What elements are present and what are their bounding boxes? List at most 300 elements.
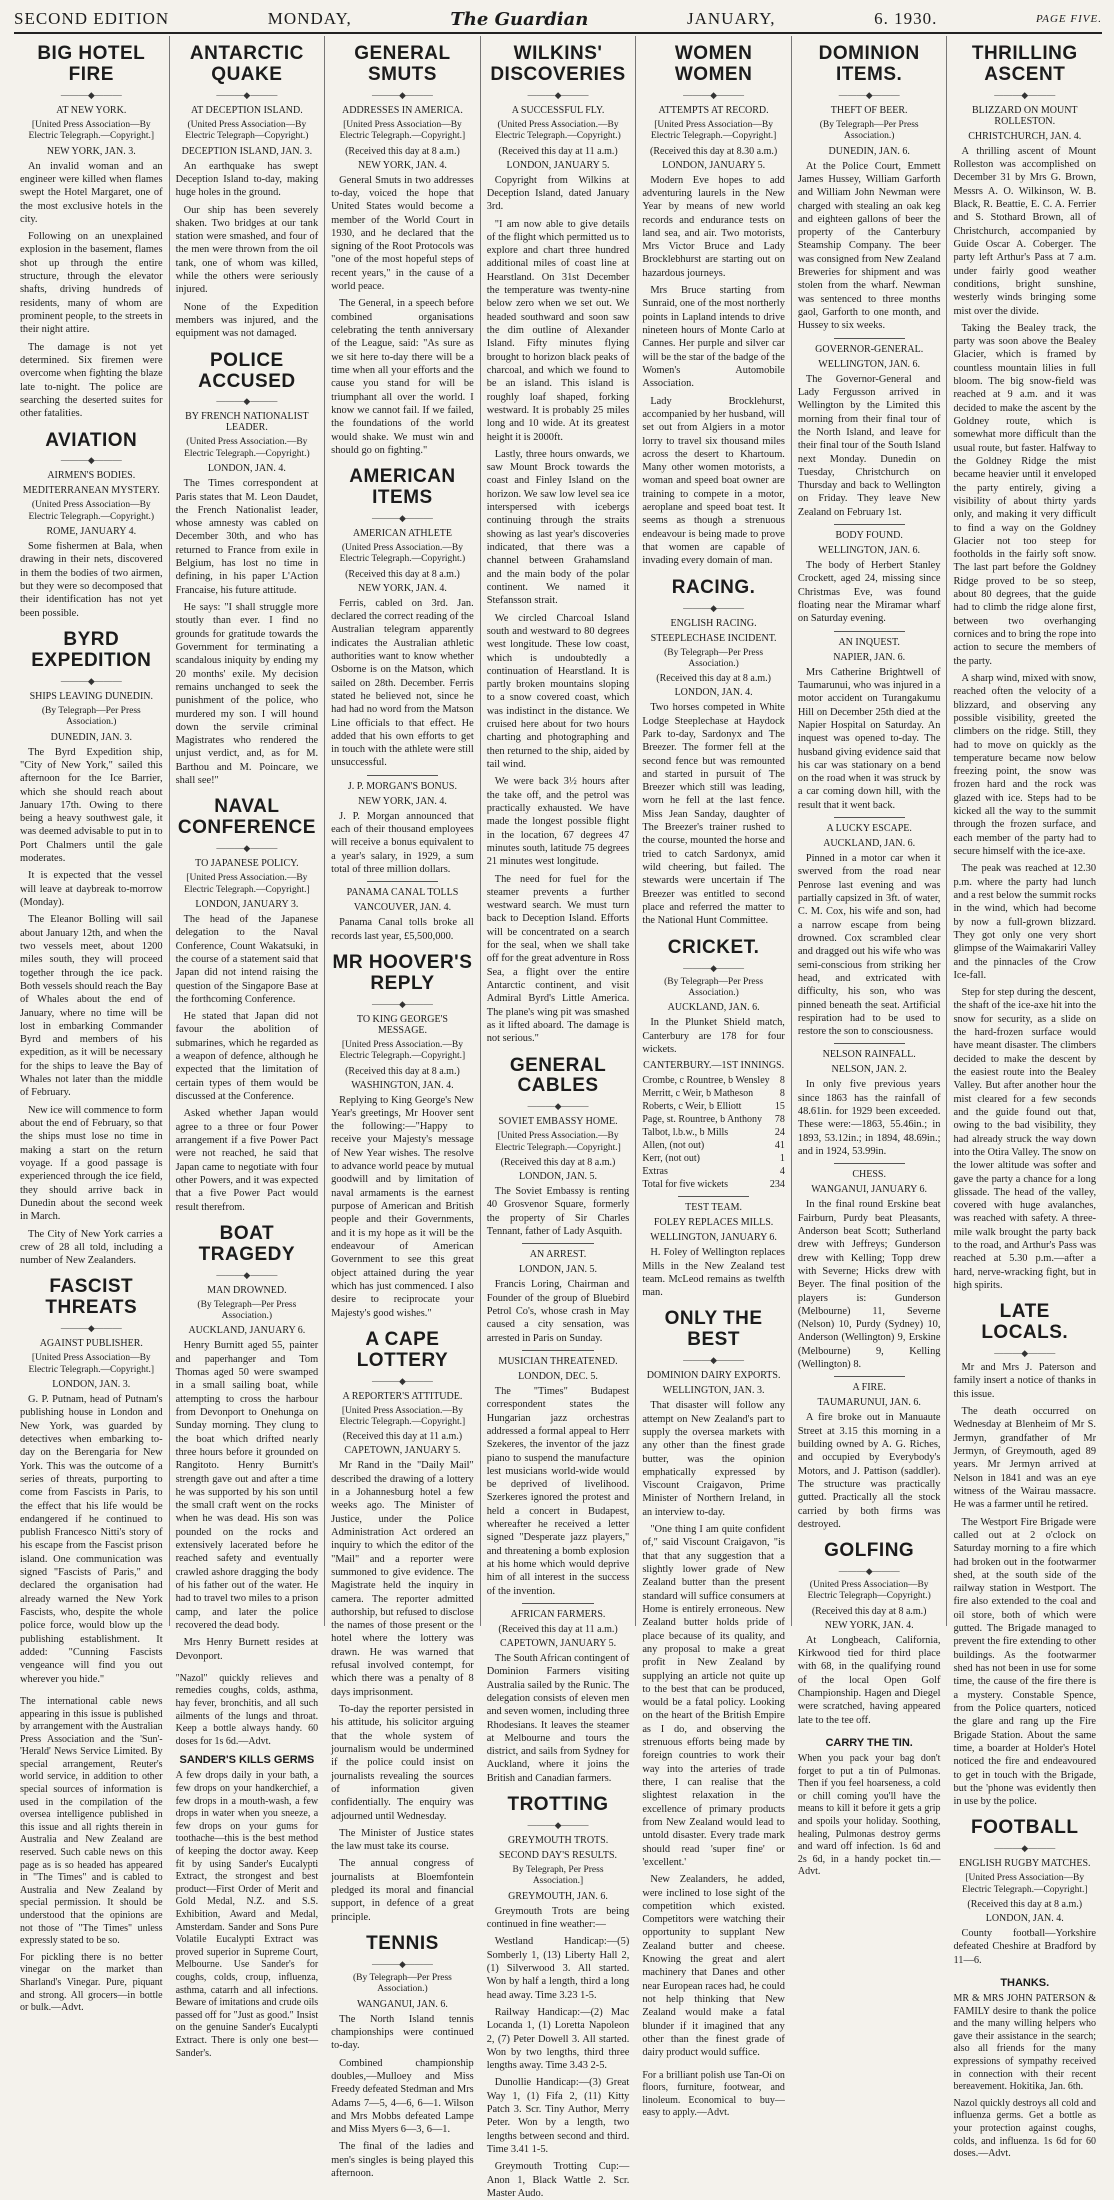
wire-credit: [United Press Association—By Electric Telegraph.—Copyright.] bbox=[961, 1873, 1088, 1895]
article bbox=[331, 44, 474, 457]
paragraph: The "Times" Budapest correspondent states the Hungarian jazz orchestras addressed a formal appeal to Herr Szekeres, the inventor of the jazz piano to suspend the manufacture lest musicians world-wide would be deprived of livelihood. Szerkeres ignored the protest and held a concert in Budapest, whereafter he received a letter signed "Desperate jazz players," and threatening a bomb explosion at his home which would deprive him of all interest in the success of the invention. bbox=[486, 1385, 630, 1597]
article bbox=[642, 578, 785, 928]
headline: GENERAL CABLES bbox=[509, 1054, 607, 1097]
dateline: VANCOUVER, JAN. 4. bbox=[353, 902, 452, 914]
wire-credit: [United Press Association—By Electric Telegraph.—Copyright.] bbox=[339, 119, 466, 142]
paragraph: Our ship has been severely shaken. Two bridges at our tank station were smashed, and four of the men were thrown from the oil tank, one of whom was killed, while the others were seriously injured. bbox=[175, 204, 319, 296]
paragraph: That disaster will follow any attempt on New Zealand's part to supply the oversea markets with any other than the finest grade butter, was the opinion emphatically expressed by Viscount Craigavon, Prime Minister of Northern Ireland, in an interview to-day. bbox=[642, 1400, 785, 1518]
headline: ONLY THE BEST bbox=[664, 1308, 763, 1351]
paragraph: We circled Charcoal Island south and westward to 80 degrees west longitude. These low coast, which is undoubtedly a continuation of Hearstland. It is partly broken mountains sloping to a snow covered coast, which was indistinct in the distance. We cruised here about for two hours charting and photographing and then returned to the ship, aided by tail wind. bbox=[486, 612, 630, 770]
article bbox=[331, 1934, 474, 2180]
received-note: (Received this day at 8 a.m.) bbox=[500, 1157, 616, 1169]
dateline: NEW YORK, JAN. 4. bbox=[358, 795, 447, 807]
article bbox=[798, 44, 941, 1531]
runs: 1 bbox=[779, 1153, 785, 1165]
section-rule bbox=[834, 1376, 905, 1377]
divider: ———◆——— bbox=[683, 602, 745, 613]
divider: ———◆——— bbox=[683, 962, 745, 973]
wire-credit: (By Telegraph—Per Press Association.) bbox=[664, 976, 764, 998]
section-rule bbox=[367, 775, 438, 776]
subheading: MAN DROWNED. bbox=[207, 1284, 287, 1296]
paragraph: The death occurred on Wednesday at Blenheim of Mr S. Jermyn, grandfather of Mr Jermyn, of Greymouth, aged 89 years. Mr Jermyn arrived at Nelson in 1841 and was an eye witness of the Wairau massacre. He was a farmer until he retired. bbox=[953, 1406, 1097, 1511]
score-row bbox=[642, 1152, 785, 1165]
paragraph: The damage is not yet determined. Six firemen were overcome when fighting the blaze late to-night. The police are searching the deserted suites for other fatalities. bbox=[20, 341, 163, 420]
wire-credit: [United Press Association—By Electric Telegraph.—Copyright.] bbox=[650, 119, 777, 142]
headline: BOAT TRAGEDY bbox=[198, 1222, 296, 1265]
subheading: ENGLISH RUGBY MATCHES. bbox=[958, 1858, 1091, 1870]
subheading: TO JAPANESE POLICY. bbox=[195, 858, 299, 870]
paragraph: Lady Brocklehurst, accompanied by her husband, will set out from Algiers in a motor lorry to travel six thousand miles across the desert to Khartoum. Many other women motorists, a woman and speed boat owner are training to compete in a motor, aeroplane and speed boat test. It seems as though a strenuous endeavour is being made to prove that women are capable of invading every domain of man. bbox=[642, 395, 785, 567]
dateline: NEW YORK, JAN. 4. bbox=[358, 582, 447, 594]
section-rule bbox=[834, 338, 905, 339]
subheading: A REPORTER'S ATTITUDE. bbox=[342, 1390, 463, 1402]
subheading: A SUCCESSFUL FLY. bbox=[511, 104, 605, 116]
subheading: FOLEY REPLACES MILLS. bbox=[653, 1217, 774, 1229]
paragraph: It is expected that the vessel will leave at daybreak to-morrow (Monday). bbox=[20, 870, 163, 909]
article bbox=[20, 44, 163, 421]
paragraph: Lastly, three hours onwards, we saw Mount Brock towards the coast and Finley Island on the horizon. We saw low level sea ice interspersed with icebergs continuing through the straits showing as last year's discoveries indicated, that there was a channel between Grahamsland and the main body of the polar continent. We named it Stefansson strait. bbox=[486, 448, 630, 607]
article bbox=[20, 630, 163, 1267]
paragraph: To-day the reporter persisted in his attitude, his solicitor arguing that the whole system of journalism would be undermined if the police could insist on journalists revealing the sources of information given confidentially. The enquiry was adjourned until Wednesday. bbox=[331, 1704, 474, 1822]
section-rule bbox=[834, 817, 905, 818]
dateline: CHRISTCHURCH, JAN. 4. bbox=[968, 130, 1082, 142]
subheading: BY FRENCH NATIONALIST LEADER. bbox=[185, 411, 309, 434]
paragraph: The head of the Japanese delegation to the Naval Conference, Count Wakatsuki, in the course of a statement said that Japan did not intend raising the question of the Singapore Base at the forthcoming Conference. bbox=[175, 913, 319, 1005]
dateline: LONDON, DEC. 5. bbox=[518, 1370, 598, 1382]
headline: GENERAL SMUTS bbox=[354, 43, 451, 85]
wire-credit: (By Telegraph—Per Press Association.) bbox=[352, 1972, 452, 1995]
subheading: THEFT OF BEER. bbox=[830, 104, 908, 116]
paragraph: In the Plunket Shield match, Canterbury are 178 for four wickets. bbox=[642, 1017, 785, 1055]
paragraph: Ferris, cabled on 3rd. Jan. declared the correct reading of the Australian telegram apparently indicates the Australian athletic authorities want to know whether Osborne is on the Matson, which sailed on 28th. December. Ferris stated he believed not, since he had had no word from the Matson Line officials to that effect. He added that his own efforts to get in touch with the athlete were still unsuccessful. bbox=[331, 597, 474, 769]
dateline: LONDON, JAN. 4. bbox=[674, 687, 753, 699]
wire-credit: [United Press Association.—By Electric Telegraph.—Copyright.] bbox=[339, 1405, 466, 1427]
headline: LATE LOCALS. bbox=[981, 1301, 1069, 1344]
paragraph: The City of New York carries a crew of 28 all told, including a number of New Zealanders. bbox=[20, 1228, 163, 1267]
paragraph: Following on an unexplained explosion in the basement, flames shot up through the entire structure, through the elevator shafts, driving hundreds of residents, many of whom are prominent people, to the streets in their night attire. bbox=[20, 231, 163, 336]
paragraph: Taking the Bealey track, the party was soon above the Bealey Glacier, which is framed by countless mountain lilies in full bloom. The big snow-field was reached at 9 a.m. and it was decided to make the ascent by the Goldney route, which is somewhat more difficult than the usual route, but faster. Halfway to the Goldney Ridge the mist became heavier until it enveloped the party entirely, giving a visibility of about thirty yards only, and making it very difficult to find a way on the Goldney Glacier not too steep for footholds in the fairly soft snow. The last part before the Goldney Ridge proved to be so steep, about 80 degrees, that the guide had to climb the ridge alone first, between two overhanging cornices and to bring the rope into action to secure the members of the party. bbox=[953, 322, 1097, 667]
dateline: CAPETOWN, JANUARY 5. bbox=[344, 1445, 461, 1457]
received-note: (Received this day at 11 a.m.) bbox=[498, 1623, 618, 1635]
column-3 bbox=[325, 36, 481, 2180]
columns-container bbox=[14, 36, 1102, 2199]
received-note: (Received this day at 8.30 a.m.) bbox=[650, 145, 778, 157]
paragraph: Asked whether Japan would agree to a three or four Power arrangement if a five Power Pact were not reached, he said that Japan came to negotiate with four other Powers, and it was expected that a five Power Pact would result therefrom. bbox=[175, 1108, 319, 1213]
article bbox=[487, 44, 630, 1046]
paragraph: The body of Herbert Stanley Crockett, aged 24, missing since Christmas Eve, was found floating near the Miramar wharf on Saturday evening. bbox=[797, 560, 941, 625]
masthead bbox=[14, 6, 1102, 34]
batsman: Talbot, l.b.w., b Mills bbox=[642, 1127, 729, 1139]
paragraph: General Smuts in two addresses to-day, voiced the hope that United States would become a member of the World Court in 1930, and he declared that the signing of the Root Protocols was "one of the most hopeful steps of recent years," in the cause of a world peace. bbox=[331, 174, 474, 293]
headline: A CAPE LOTTERY bbox=[356, 1328, 449, 1371]
headline: MR HOOVER'S REPLY bbox=[332, 951, 473, 994]
paragraph: The Westport Fire Brigade were called out at 2 o'clock on Saturday morning to a fire which had broken out in the footwarmer shed, at the south side of the railway station in Westport. The fire also extended to the coal and oil store, both of which were gutted. The Brigade managed to prevent the fire extending to other buildings. As the footwarmer shed has not been in use for some time, the cause of the fire there is a mystery. Constable Spence, from the Police quarters, noticed the glare and rang up the Fire Brigade Station. About the same time, a boarder at Holder's Hotel noticed the fire and endeavoured to get in touch with the Brigade, but the 'phone was evidently then in use by the police. bbox=[953, 1516, 1097, 1808]
runs: 8 bbox=[779, 1088, 785, 1100]
advertisement: When you pack your bag don't forget to put a tin of Pulmonas. Then if you feel hoarseness, a cold or chill coming you'll have the means to kill it before it gets a grip and spoils your holiday. Soothing, healing, Pulmonas destroy germs and ward off infection. 1s 6d and 2s 6d, in a handy pocket tin.—Advt. bbox=[797, 1753, 941, 1878]
dateline: LONDON, JAN. 4. bbox=[207, 463, 286, 475]
paragraph: An invalid woman and an engineer were killed when flames swept the Hotel Margaret, one of the most exclusive hotels in the city. bbox=[20, 160, 163, 225]
advertisement: For pickling there is no better vinegar on the market than Sharland's Vinegar. Pure, piquant and strong. All grocers—in bottle or bulk.—Advt. bbox=[20, 1951, 163, 2014]
paragraph: J. P. Morgan announced that each of their thousand employees will receive a bonus equivalent to a year's salary, in 1929, a sum total of three million dollars. bbox=[331, 810, 474, 875]
batsman: Page, st. Rountree, b Anthony bbox=[642, 1114, 763, 1126]
article bbox=[953, 1818, 1096, 1967]
headline: DOMINION ITEMS. bbox=[818, 43, 920, 85]
paragraph: The South African contingent of Dominion Farmers visiting Australia sailed by the Runic. The delegation consists of eleven men and seven women, including three Rhodesians. It leaves the steamer at Melbourne and tours the district, and sails from Sydney for Auckland, where it joins the British and Canadian farmers. bbox=[486, 1652, 630, 1784]
paragraph: H. Foley of Wellington replaces Mills in the New Zealand test team. McLeod remains as twelfth man. bbox=[642, 1247, 785, 1299]
paragraph: G. P. Putnam, head of Putnam's publishing house in London and New York, was guarded by detectives when embarking to-day on the Berengaria for New York. This was the outcome of a series of threats, purporting to come from Fascists in Paris, to the effect that his life would be endangered if he continued to publish Francesco Nitti's story of his escape from the Fascist prison island. One communication was signed "Fascists of Paris," and declared the organisation had already warned the New York Fascists, who, despite the whole police force, would blow up the publishing establishment. It added: "Cunning Fascists vengeance will find you out wherever you hide." bbox=[20, 1394, 163, 1685]
paragraph: None of the Expedition members was injured, and the equipment was not damaged. bbox=[175, 301, 319, 340]
headline: FASCIST THREATS bbox=[45, 1276, 138, 1319]
dateline: NAPIER, JAN. 6. bbox=[833, 651, 906, 663]
section-rule bbox=[522, 1350, 593, 1351]
scorecard bbox=[642, 1074, 785, 1191]
batsman: Kerr, (not out) bbox=[642, 1153, 700, 1165]
received-note: (Received this day at 8 a.m.) bbox=[811, 1605, 927, 1617]
article bbox=[642, 44, 785, 568]
runs: 4 bbox=[779, 1166, 785, 1178]
runs: 24 bbox=[774, 1127, 785, 1139]
headline: WILKINS' DISCOVERIES bbox=[490, 43, 626, 85]
paragraph: Greymouth Trots are being continued in fine weather:— bbox=[486, 1905, 630, 1931]
paragraph: Mrs Bruce starting from Sunraid, one of the most northerly points in Lapland intends to drive nineteen hours of Monte Carlo at Cannes. Her purple and silver car will be the star of the badge of the Women's Automobile Association. bbox=[642, 285, 785, 390]
batsman: Allen, (not out) bbox=[642, 1140, 705, 1152]
divider: ———◆——— bbox=[683, 89, 745, 100]
dateline: AUCKLAND, JANUARY 6. bbox=[188, 1325, 306, 1337]
divider: ———◆——— bbox=[216, 396, 278, 407]
dateline: TAUMARUNUI, JAN. 6. bbox=[817, 1397, 921, 1409]
section-rule bbox=[522, 1243, 593, 1244]
dateline: WANGANUI, JANUARY 6. bbox=[811, 1184, 928, 1196]
paragraph: Railway Handicap:—(2) Mac Locanda 1, (1) Loretta Napoleon 2, (7) Peter Dowell 3. All started. Won by two lengths, third three lengths away. Time 3.43 2-5. bbox=[486, 2006, 630, 2072]
paragraph: Modern Eve hopes to add adventuring laurels in the New Year by means of new world records and endurance tests on land sea, and air. Two motorists, Mrs Victor Bruce and Lady Brocklebhurst are starting out on hazardous journeys. bbox=[642, 174, 785, 279]
paragraph: The Governor-General and Lady Fergusson arrived in Wellington by the Limited this morning from their final tour of the North Island, and leave for their final tour of the South Island next Monday. Dunedin on Tuesday, Christchurch on Thursday and back to Wellington on Friday. They leave New Zealand on February 1st. bbox=[797, 373, 941, 518]
subheading: PANAMA CANAL TOLLS bbox=[346, 887, 459, 899]
divider: ———◆——— bbox=[683, 1355, 745, 1366]
score-row bbox=[642, 1087, 785, 1100]
article bbox=[642, 938, 785, 1300]
dateline: GREYMOUTH, JAN. 6. bbox=[508, 1890, 608, 1902]
paragraph: At the Police Court, Emmett James Hussey, William Garforth and William John Newman were charged with stealing an oak keg and eighteen gallons of beer the property of the Canterbury Steamship Company. The beer was consigned from New Zealand Breweries for shipment and was stolen from the wharf. Newman was sentenced to three months gaol, Garforth to one month, and Hussey to six weeks. bbox=[797, 160, 941, 332]
subheading: AT DECEPTION ISLAND. bbox=[190, 104, 303, 116]
received-note: (Received this day at 11 a.m.) bbox=[342, 1431, 463, 1443]
divider: ———◆——— bbox=[527, 1819, 589, 1830]
advertisement-headline: SANDER'S KILLS GERMS bbox=[179, 1754, 315, 1767]
subheading: SOVIET EMBASSY HOME. bbox=[498, 1116, 618, 1128]
subheading: J. P. MORGAN'S BONUS. bbox=[347, 780, 457, 792]
wire-credit: (United Press Association—By Electric Telegraph.—Copyright.) bbox=[28, 500, 155, 522]
score-total bbox=[642, 1178, 785, 1191]
subheading: AT NEW YORK. bbox=[56, 104, 127, 116]
divider: ———◆——— bbox=[994, 89, 1056, 100]
paragraph: Mrs Catherine Brightwell of Taumarunui, who was injured in a motor accident on Turangakumu Hill on December 25th died at the Napier Hospital on Saturday. An inquest was opened to-day. The husband giving evidence said that his car was stationary on a bend on the road when it was struck by a car coming down hill, with the result that it went back. bbox=[797, 666, 941, 811]
dateline: NEW YORK, JAN. 4. bbox=[824, 1619, 914, 1631]
paragraph: Henry Burnitt aged 55, painter and paperhanger and Tom Thomas aged 50 were swamped in a small sailing boat, while attempting to cross the harbour from Devonport to Onehunga on Sunday morning. They clung to the boat which drifted nearly three hours before it grounded on Rangitoto. Henry Burnitt's strength gave out and after a time he was supported by his son until the small craft went on the rocks when he was dead. His son was pounded on the rocks and extensively lacerated before he reached safety and eventually crawled ashore dragging the body of his father out of the water. He had to travel two miles to a prison camp, and later the police recovered the dead body. bbox=[175, 1340, 319, 1631]
received-note: (Received this day at 8 a.m.) bbox=[967, 1899, 1083, 1911]
divider: ———◆——— bbox=[994, 1348, 1056, 1359]
dateline: NEW YORK, JAN. 3. bbox=[46, 145, 136, 157]
advertisement: "Nazol" quickly relieves and remedies coughs, colds, asthma, hay fever, bronchitis, and all such ailments of the lungs and throat. Keep a bottle always handy. 60 doses for 1s 6d.—Advt. bbox=[175, 1672, 319, 1747]
dateline: WELLINGTON, JAN. 6. bbox=[818, 358, 921, 370]
received-note: (Received this day at 8 a.m.) bbox=[345, 568, 460, 580]
edition-label: SECOND EDITION bbox=[14, 9, 170, 28]
score-row bbox=[642, 1100, 785, 1113]
divider: ———◆——— bbox=[838, 1566, 900, 1577]
divider: ———◆——— bbox=[60, 89, 122, 100]
paragraph: Replying to King George's New Year's greetings, Mr Hoover sent the following:—"Happy to receive your Majesty's message of New Year wishes. The resolve to advance world peace by mutual goodwill and by limitation of naval armaments is the earnest purpose of American and British people and their Governments, and it is my hope as it will be the endeavour of American Government to see this great object attained during the year which has just commenced. I also desire to reciprocate your Majesty's good wishes." bbox=[331, 1094, 474, 1319]
paragraph: Pinned in a motor car when it swerved from the road near Penrose last evening and was partially capsized in 3ft. of water, C. M. Cox, his wife and son, had a narrow escape from being drowned. Cox scrambled clear and dragged out his wife who was semi-conscious from striking her head, and extricated with difficulty, his son, who was pinned beneath the seat. Artificial respiration had to be used to restore the son to consciousness. bbox=[797, 853, 941, 1038]
score-row bbox=[642, 1139, 785, 1152]
paragraph: The Times correspondent at Paris states that M. Leon Daudet, the French Nationalist leader, whose amnesty was cabled on December 30th, and who has returned to France from exile in Belgium, has lost no time in defining, in his paper L'Action Francaise, his future attitude. bbox=[175, 478, 319, 596]
runs: 15 bbox=[774, 1101, 785, 1113]
column-5 bbox=[636, 36, 792, 2119]
paragraph: We were back 3½ hours after the take off, and the petrol was practically exhausted. We have made the longest possible flight in the location, 67 degrees 47 minutes south, latitude 75 degrees 21 minutes west longitude. bbox=[486, 776, 630, 868]
paragraph: Mr Rand in the "Daily Mail" described the drawing of a lottery in a Johannesburg hotel a few weeks ago. The Minister of Justice, under the Police Administration Act ordered an inquiry to which the editor of the "Mail" and a reporter were summoned to give evidence. The Magistrate held the inquiry in camera. The reporter admitted authorship, but refused to disclose the names of those present or the hotel where the lottery was drawn. He was warned that refusal involved contempt, for which there was a penalty of 8 days imprisonment. bbox=[331, 1460, 474, 1698]
batsman: Merritt, c Weir, b Matheson bbox=[642, 1088, 754, 1100]
subheading: AGAINST PUBLISHER. bbox=[39, 1338, 143, 1350]
score-row bbox=[642, 1074, 785, 1087]
dateline: DUNEDIN, JAN. 6. bbox=[828, 145, 910, 157]
column-2 bbox=[170, 36, 326, 2059]
divider: ———◆——— bbox=[60, 455, 122, 466]
paragraph: The annual congress of journalists at Bloemfontein pledged its moral and financial support, in defence of a great principle. bbox=[331, 1858, 474, 1923]
subheading: AIRMEN'S BODIES. bbox=[47, 470, 136, 482]
dateline: WELLINGTON, JANUARY 6. bbox=[650, 1232, 777, 1244]
subheading: TEST TEAM. bbox=[685, 1202, 743, 1214]
received-note: (Received this day at 8 a.m.) bbox=[656, 673, 771, 685]
paragraph: Step for step during the descent, the shaft of the ice-axe hit into the snow for security, as a slide on the hard-frozen surface would have meant disaster. The climbers decided to make the descent by the easiest route into the Bealey Valley. But after another hour the mist cleared for a few seconds and the guide found out that, owing to the bad visibility, they had already struck the way down into the Otira Valley. The snow on the lower altitude was softer and gave the party a chance for a long glissade. The head of the valley, covered with huge avalanches, was reached with safety. A three-mile walk brought the party back to the road, and Arthur's Pass was reached at 5.30 p.m.—after a hard, nerve-wracking fight, but in high spirits. bbox=[953, 987, 1097, 1292]
page-number: PAGE FIVE. bbox=[1035, 13, 1102, 25]
advertisement: A few drops daily in your bath, a few drops on your handkerchief, a few drops in a mouth-wash, a few drops in water when you sneeze, a few drops on your gums for toothache—this is the best method of keeping the doctor away. Keep fit by using Sander's Eucalypti Extract, the strongest and best product—First Order of Merit and Gold Medal, N.Z. and S.S. Exhibition, Award and Medal, Amsterdam. Sander and Sons Pure Volatile Eucalypti Extract was proved superior in Supreme Court, Melbourne. Use Sander's for coughs, colds, croup, influenza, asthma, catarrh and all infections. Beware of imitations and crude oils passed off for "Just as good." Insist on the genuine Sander's Eucalypti Extract. There is only one best—Sander's. bbox=[175, 1770, 319, 2059]
subheading: MEDITERRANEAN MYSTERY. bbox=[22, 485, 160, 497]
section-rule bbox=[834, 1163, 905, 1164]
headline: BYRD EXPEDITION bbox=[31, 629, 152, 671]
article bbox=[487, 1795, 630, 2200]
batsman: Extras bbox=[642, 1166, 668, 1178]
total-label: Total for five wickets bbox=[642, 1179, 728, 1191]
wire-credit: (United Press Association—By Electric Telegraph—Copyright.) bbox=[807, 1580, 931, 1602]
divider: ———◆——— bbox=[60, 1323, 122, 1334]
paragraph: In only five previous years since 1863 has the rainfall of 48.61in. for 1929 been exceeded. These were:—1863, 55.46in.; in 1893, 53.12in.; in 1894, 48.69in.; and in 1924, 53.99in. bbox=[797, 1079, 941, 1157]
paragraph: Some fishermen at Bala, when drawing in their nets, discovered in them the bodies of two airmen, but they were so decomposed that their identification has not yet been possible. bbox=[20, 541, 163, 619]
column-4 bbox=[481, 36, 637, 2199]
subheading: SHIPS LEAVING DUNEDIN. bbox=[29, 690, 153, 702]
dateline: DUNEDIN, JAN. 3. bbox=[50, 731, 132, 743]
divider: ———◆——— bbox=[371, 512, 433, 523]
paragraph: An earthquake has swept Deception Island to-day, making huge holes in the ground. bbox=[175, 160, 319, 199]
paragraph: Mr and Mrs J. Paterson and family insert a notice of thanks in this issue. bbox=[953, 1362, 1097, 1400]
dateline: AUCKLAND, JAN. 6. bbox=[823, 838, 916, 850]
paragraph: The Soviet Embassy is renting 40 Grosvenor Square, formerly the property of Sir Charles Tennant, father of Lady Asquith. bbox=[486, 1186, 630, 1238]
headline: GOLFING bbox=[824, 1540, 915, 1562]
subheading: NELSON RAINFALL. bbox=[822, 1049, 916, 1061]
wire-credit: (United Press Association.—By Electric Telegraph.—Copyright.) bbox=[339, 542, 466, 565]
divider: ———◆——— bbox=[60, 675, 122, 686]
headline: BIG HOTEL FIRE bbox=[37, 43, 146, 85]
wire-credit: [United Press Association—By Electric Telegraph.—Copyright.] bbox=[28, 1353, 155, 1375]
batsman: Crombe, c Rountree, b Wensley bbox=[642, 1075, 770, 1087]
paragraph: He says: "I shall struggle more stoutly than ever. I find no grounds for gratitude towards the Government for terminating a scandalous iniquity by ending my 20 months' exile. My decision remains unchanged to seek the punishment of the police, who murdered my son. I will hound down the servile criminal Magistrates who rendered the unjust verdict, and, as for M. Barthou and M. Poincare, we shall see!" bbox=[175, 602, 319, 787]
paragraph: He stated that Japan did not favour the abolition of submarines, which he regarded as a weapon of defence, although he expected that the limitation of certain types of them would be discussed at the Conference. bbox=[175, 1011, 319, 1102]
paragraph: A fire broke out in Manuaute Street at 3.15 this morning in a building owned by A. G. Riches, and occupied by Everybody's Motors, and J. Pattison (saddler). The structure was practically gutted. Practically all the stock carried by both firms was destroyed. bbox=[797, 1412, 941, 1530]
article bbox=[642, 1309, 785, 2059]
subheading: BLIZZARD ON MOUNT ROLLESTON. bbox=[971, 104, 1078, 127]
paragraph: The peak was reached at 12.30 p.m. where the party had lunch and a rest below the summit rocks in the wind, which had become by now a full-grown blizzard. They got only one very short glimpse of the Waimakariri Valley and the pinnacles of the Crow Ice-fall. bbox=[953, 863, 1097, 981]
dateline: LONDON, JAN. 4. bbox=[985, 1913, 1064, 1925]
paragraph: The final of the ladies and men's singles is being played this afternoon. bbox=[331, 2141, 474, 2180]
subheading: ATTEMPTS AT RECORD. bbox=[658, 104, 769, 116]
headline: TENNIS bbox=[366, 1933, 439, 1954]
dateline: LONDON, JAN. 3. bbox=[52, 1379, 131, 1391]
subheading: GOVERNOR-GENERAL. bbox=[815, 343, 924, 355]
paragraph: Francis Loring, Chairman and Founder of the group of Bluebird Petrol Co's, whose crash in May caused a city sensation, was arrested in Paris on Sunday. bbox=[486, 1279, 630, 1344]
advertisement-headline: CARRY THE TIN. bbox=[825, 1737, 913, 1750]
headline: CRICKET. bbox=[667, 936, 760, 958]
dateline: NELSON, JAN. 2. bbox=[831, 1064, 907, 1076]
wire-credit: [United Press Association.—By Electric Telegraph.—Copyright.] bbox=[184, 873, 310, 895]
dateline: LONDON, JANUARY 5. bbox=[662, 159, 766, 171]
press-notice: The international cable news appearing in this issue is published by arrangement with the Australian Press Association and the 'Sun'-'Herald' News Service Limited. By special arrangement, Reuter's world service, in addition to other special sources of information is used in the compilation of the oversea intelligence published in this issue and all rights therein in Australia and New Zealand are reserved. Such cable news on this page as is so headed has appeared in "The Times" and is cabled to Australia and New Zealand by special permission. It should be understood that the opinions are not those of "The Times" unless expressly stated to be so. bbox=[20, 1695, 163, 1947]
article bbox=[331, 1330, 474, 1924]
thanks-heading: THANKS. bbox=[1000, 1977, 1050, 1990]
subheading: AMERICAN ATHLETE bbox=[352, 527, 453, 539]
paragraph: The North Island tennis championships were continued to-day. bbox=[331, 2013, 474, 2052]
divider: ———◆——— bbox=[994, 1843, 1056, 1854]
dateline: DECEPTION ISLAND, JAN. 3. bbox=[181, 145, 313, 157]
total-runs: 234 bbox=[769, 1179, 785, 1191]
divider: ———◆——— bbox=[527, 1101, 589, 1112]
article bbox=[798, 1541, 941, 1727]
paragraph: A sharp wind, mixed with snow, reached often the velocity of a blizzard, and observing any possible visibility, greeted the climbers on the ridge. Still, they had to move on quickly as the temperature became now below freezing point, the snow was frozen hard and the rock was glazed with ice. Steps had to be kicked all the way to the summit through the frozen surface, and each member of the party had to secure himself with the ice-axe. bbox=[953, 672, 1097, 858]
section-rule bbox=[834, 524, 905, 525]
divider: ———◆——— bbox=[216, 843, 278, 854]
subheading: DOMINION DAIRY EXPORTS. bbox=[646, 1370, 781, 1382]
batsman: Roberts, c Weir, b Elliott bbox=[642, 1101, 742, 1113]
subheading: A FIRE. bbox=[852, 1382, 886, 1394]
day-label: MONDAY, bbox=[267, 9, 352, 28]
dateline: AUCKLAND, JAN. 6. bbox=[667, 1002, 760, 1014]
innings-title: CANTERBURY.—1ST INNINGS. bbox=[643, 1060, 785, 1072]
wire-credit: (By Telegraph—Per Press Association.) bbox=[819, 119, 919, 142]
section-rule bbox=[522, 1603, 593, 1604]
subheading: GREYMOUTH TROTS. bbox=[507, 1834, 609, 1846]
section-rule bbox=[678, 1196, 749, 1197]
subheading: CHESS. bbox=[852, 1169, 886, 1181]
subheading: STEEPLECHASE INCIDENT. bbox=[650, 632, 777, 644]
paper-title: The Guardian bbox=[450, 8, 589, 30]
paragraph: Panama Canal tolls broke all records last year, £5,500,000. bbox=[331, 917, 474, 942]
divider: ———◆——— bbox=[371, 1958, 433, 1969]
subheading: TO KING GEORGE'S MESSAGE. bbox=[356, 1013, 448, 1036]
paragraph: Two horses competed in White Lodge Steeplechase at Haydock Park to-day, Sardonyx and The Breezer. The former fell at the second fence but was remounted and started in pursuit of The Breezer which still was leading, worn he fell at the last fence. Miss Jean Sanday, daughter of The Breezer's trainer rushed to the course, mounted the horse and tried to catch Sardonyx, amid wild cheering, but failed. The stewards were uncertain if The Breezer was entitled to second place and referred the matter to the National Hunt Committee. bbox=[642, 702, 785, 927]
section-rule bbox=[367, 881, 438, 882]
wire-credit: (By Telegraph—Per Press Association.) bbox=[41, 705, 141, 728]
dateline: WELLINGTON, JAN. 6. bbox=[818, 545, 921, 557]
article bbox=[176, 44, 319, 341]
paragraph: The need for fuel for the steamer prevents a further westward search. We must turn back to Deception Island. Efforts will be concentrated on a search for the seal, when we shall take off for the great adventure in Ross Sea, a flight over the entire Antarctic continent, and visit Admiral Byrd's Little America. The plane's wing pit was smashed as it lifted aboard. The damage is not serious." bbox=[486, 873, 630, 1045]
divider: ———◆——— bbox=[838, 89, 900, 100]
thanks-notice: MR & MRS JOHN PATERSON & FAMILY desire to thank the police and the many willing helpers who gave their assistance in the search; also all friends for the many expressions of sympathy received in connection with their recent bereavement. Hokitika, Jan. 6th. bbox=[953, 1993, 1097, 2093]
date-label: 6. 1930. bbox=[874, 9, 938, 28]
score-row bbox=[642, 1165, 785, 1178]
dateline: LONDON, JANUARY 3. bbox=[195, 898, 299, 910]
dateline: WELLINGTON, JAN. 3. bbox=[662, 1385, 765, 1397]
article bbox=[20, 431, 163, 621]
paragraph: Copyright from Wilkins at Deception Island, dated January 3rd. bbox=[486, 174, 630, 213]
paragraph: New ice will commence to form about the end of February, so that the ships must lose no time in making a start on the return voyage. If a good passage is experienced through the ice field, they should arrive back in Dunedin about the second week in March. bbox=[20, 1104, 163, 1223]
article bbox=[331, 953, 474, 1320]
subheading: AN INQUEST. bbox=[838, 636, 900, 648]
paragraph: Greymouth Trotting Cup:—Anon 1, Black Wattle 2. Scr. Master Audo. bbox=[486, 2161, 630, 2199]
headline: WOMEN WOMEN bbox=[674, 43, 753, 85]
month-label: JANUARY, bbox=[687, 9, 776, 28]
score-row bbox=[642, 1113, 785, 1126]
runs: 78 bbox=[774, 1114, 785, 1126]
headline: THRILLING ASCENT bbox=[971, 43, 1078, 85]
column-7 bbox=[947, 36, 1102, 2160]
article bbox=[176, 351, 319, 788]
wire-credit: [United Press Association—By Electric Telegraph.—Copyright.] bbox=[28, 119, 155, 142]
dateline: LONDON, JAN. 5. bbox=[518, 1171, 598, 1183]
paragraph: The General, in a speech before combined organisations celebrating the tenth anniversary of the League, said: "As sure as we sit here to-day there will be a time when all your efforts and the cause you stand for will be triumphant all over the world. I know we cannot fail. If we failed, the foundations of the world would shake. We must win and should go on fighting." bbox=[331, 298, 474, 456]
article bbox=[176, 1224, 319, 1663]
article bbox=[953, 44, 1096, 1292]
paragraph: At Longbeach, California, Kirkwood tied for third place with 68, in the qualifying round of the local Open Golf Championship. Hagen and Diegel were scratched, having appeared late to the tee off. bbox=[797, 1634, 941, 1726]
subheading: AFRICAN FARMERS. bbox=[510, 1608, 606, 1620]
paragraph: "I am now able to give details of the flight which permitted us to explore and chart three hundred additional miles of coast line at Hearstland. On 31st December the temperature was twenty-nine below zero when we set out. We headed southward and soon saw the dim outline of Alexander Island. Fifty minutes flying brought to horizon black peaks of charcoal, and which we found to be an island. This island is roughly loaf shaped, forking westward. It is probably 25 miles long and 10 wide. At its greatest height it is 2000ft. bbox=[486, 218, 630, 443]
article bbox=[176, 797, 319, 1213]
subheading: BODY FOUND. bbox=[835, 530, 903, 542]
headline: FOOTBALL bbox=[971, 1817, 1079, 1839]
received-note: (Received this day at 8 a.m.) bbox=[345, 145, 460, 157]
article bbox=[953, 1302, 1096, 1808]
wire-credit: (United Press Association.—By Electric Telegraph.—Copyright.) bbox=[495, 119, 621, 142]
wire-credit: (By Telegraph—Per Press Association.) bbox=[197, 1299, 297, 1321]
paragraph: "One thing I am quite confident of," said Viscount Craigavon, "is that that any suggestion that a slightly lower grade of New Zealand butter than the present standard will suffice consumers at Home is entirely erroneous. New Zealand butter holds pride of place because of its quality, and any proposal to make a great profit in New Zealand by supplying an article not quite up to the best that can be produced, would be a fatal policy. Looking on the heart of the British Empire as I do, and observing the strenuous efforts being made by foreign countries to work their way into the arteries of trade there, I can realise that the slightest relaxation in the excellence of primary products from New Zealand would lead to untold disaster. Every trade mark should read 'super fine' or 'excellent.' bbox=[642, 1524, 785, 1868]
paragraph: A thrilling ascent of Mount Rolleston was accomplished on December 31 by Mrs G. Brown, Messrs A. O. Wilkinson, W. B. Black, R. Beattie, E. C. A. Ferrier and S. Stothard Brown, all of Christchurch, accompanied by Guide Oscar A. Coberger. The party left Arthur's Pass at 7 a.m. under fairly good weather conditions, bright sunshine, westerly winds bringing some mist over the divide. bbox=[953, 145, 1097, 317]
divider: ———◆——— bbox=[216, 1269, 278, 1280]
subheading: AN ARREST. bbox=[529, 1249, 587, 1261]
column-6 bbox=[792, 36, 948, 1878]
dateline: ROME, JANUARY 4. bbox=[46, 526, 137, 538]
wire-credit: (United Press Association.—By Electric Telegraph.—Copyright.) bbox=[184, 437, 310, 459]
wire-credit: (United Press Association—By Electric Telegraph—Copyright.) bbox=[185, 119, 309, 142]
dateline: LONDON, JAN. 5. bbox=[518, 1264, 598, 1276]
paragraph: The Minister of Justice states the law must take its course. bbox=[331, 1827, 474, 1853]
received-note: (Received this day at 8 a.m.) bbox=[345, 1065, 460, 1077]
paragraph: Mrs Henry Burnett resides at Devonport. bbox=[175, 1637, 319, 1662]
subheading: ENGLISH RACING. bbox=[670, 617, 757, 629]
headline: AMERICAN ITEMS bbox=[349, 466, 456, 509]
headline: ANTARCTIC QUAKE bbox=[189, 43, 304, 85]
column-1 bbox=[14, 36, 170, 2014]
section-rule bbox=[834, 631, 905, 632]
paragraph: In the final round Erskine beat Fairburn, Purdy beat Pleasants, Anderson beat Scott; Sutherland drew with Jeffreys; Gunderson drew with Kelling; Topp drew with Severne; Hicks drew with Beyer. The final position of the players is: Gunderson (Melbourne) 11, Severne (Nelson) 10, Purdy (Sydney) 10, Anderson (Wellington) 9, Erskine (Melbourne) 9, Kelling (Wellington) 8. bbox=[797, 1199, 941, 1371]
paragraph: County football—Yorkshire defeated Cheshire at Bradford by 11—6. bbox=[953, 1928, 1097, 1966]
divider: ———◆——— bbox=[216, 89, 278, 100]
received-note: (Received this day at 11 a.m.) bbox=[498, 145, 618, 157]
headline: AVIATION bbox=[45, 429, 138, 451]
divider: ———◆——— bbox=[527, 89, 589, 100]
dateline: WANGANUI, JAN. 6. bbox=[357, 1998, 448, 2010]
paragraph: Combined championship doubles,—Mulloey and Miss Freedy defeated Stedman and Mrs Adams 7—5, 4—6, 6—1. Wilson and Mrs Mobbs defeated Lampe and Miss Myers 6—3, 6—1. bbox=[331, 2057, 474, 2136]
divider: ———◆——— bbox=[371, 1375, 433, 1386]
paragraph: The Byrd Expedition ship, "City of New York," sailed this afternoon for the Ice Barrier, which she should reach about January 17th. Owing to there being a heavy southwest gale, it was deemed advisable to put in to Port Chalmers until the gale moderates. bbox=[20, 746, 163, 865]
dateline: CAPETOWN, JANUARY 5. bbox=[499, 1637, 617, 1649]
headline: TROTTING bbox=[507, 1794, 609, 1816]
paragraph: New Zealanders, he added, were inclined to lose sight of the competition which existed. Competitors were watching their opportunity to supplant New Zealand butter and cheese. Knowing the great and alert machinery that Danes and other near European races had, he could not help thinking that New Zealand would make a fatal blunder if it imagined that any other than the finest grade of dairy product would suffice. bbox=[642, 1874, 785, 2059]
headline: NAVAL CONFERENCE bbox=[177, 796, 316, 839]
divider: ———◆——— bbox=[371, 89, 433, 100]
